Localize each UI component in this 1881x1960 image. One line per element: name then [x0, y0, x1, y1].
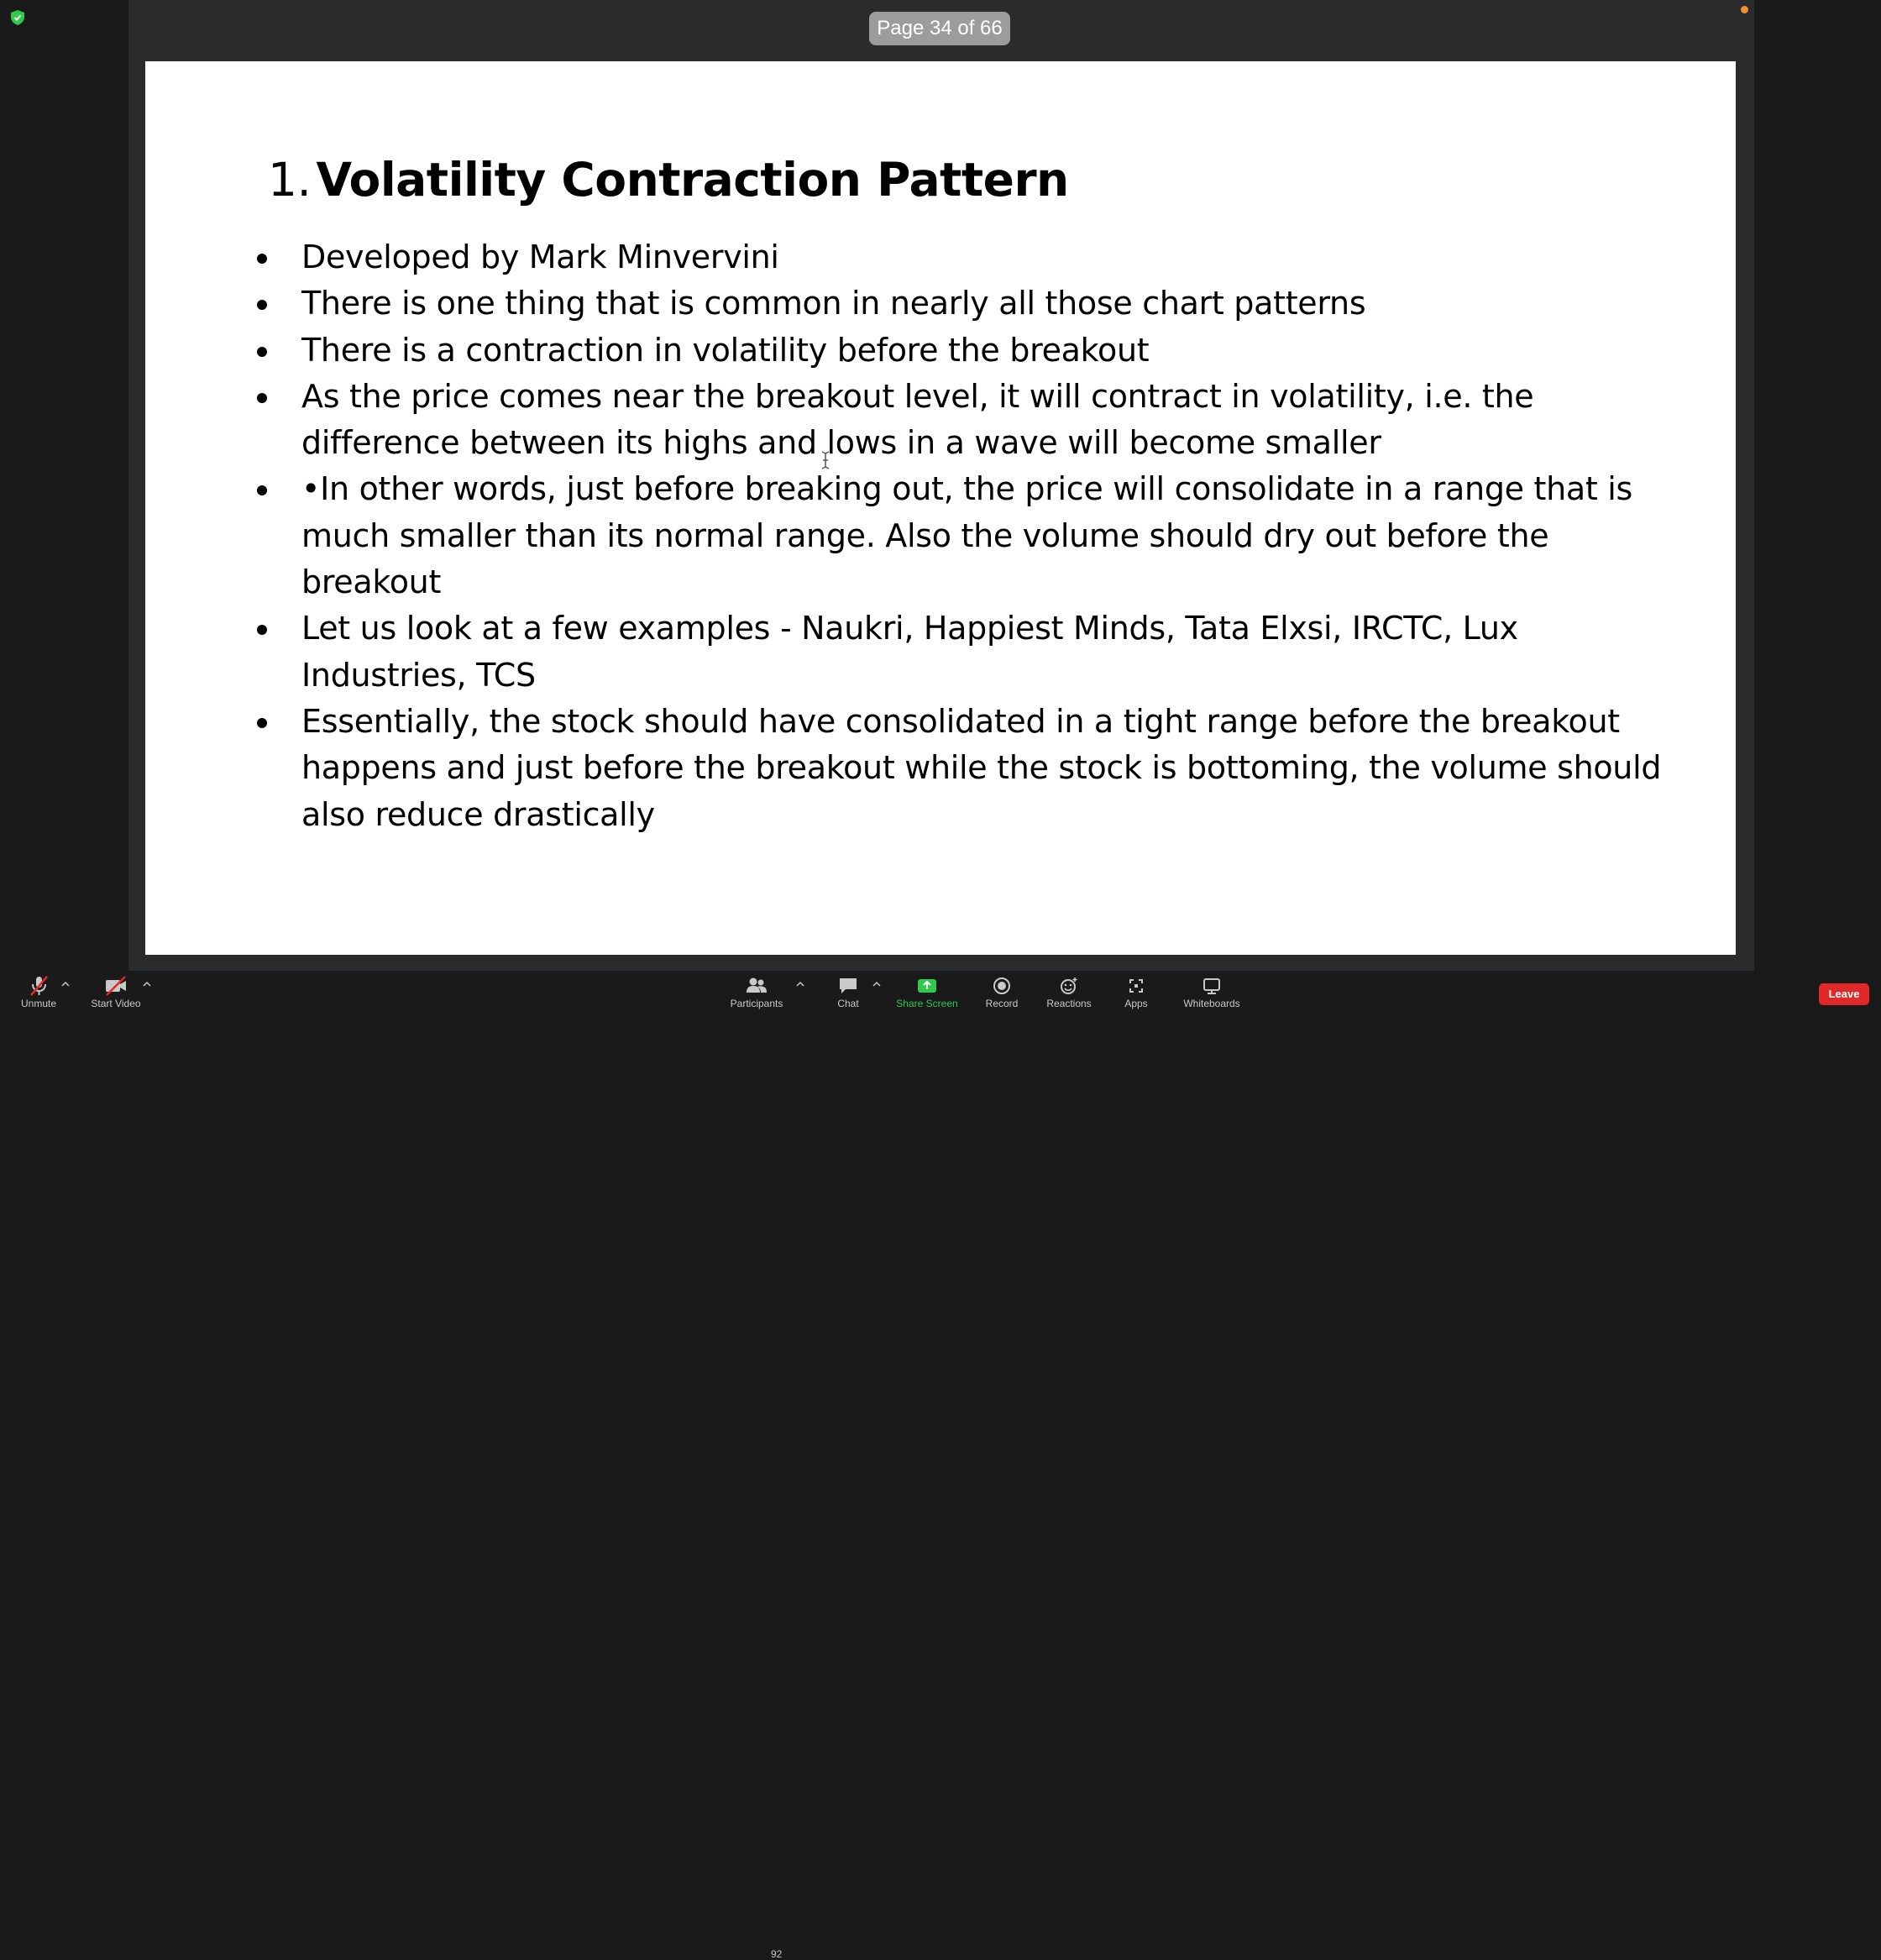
security-shield-icon[interactable]: [11, 10, 24, 25]
whiteboard-icon: [1201, 976, 1223, 996]
bullet-item: Essentially, the stock should have consolidated in a tight range before the breakout happens and just before the breakout while the stock is bottoming, the volume should also reduce drastically: [257, 699, 1668, 838]
page-indicator: Page 34 of 66: [869, 12, 1010, 45]
chat-bubble-icon: [837, 976, 859, 996]
participants-icon: [745, 976, 768, 996]
share-screen-button[interactable]: [895, 974, 959, 1014]
whiteboards-button[interactable]: [1181, 974, 1243, 1014]
recording-indicator-dot: [1741, 6, 1748, 13]
apps-label: Apps: [1124, 998, 1148, 1009]
presentation-slide: [145, 61, 1736, 955]
bullet-item: •In other words, just before breaking out, the price will consolidate in a range that is much smaller than its normal range. Also the volume should dry out before the breakout: [257, 466, 1668, 605]
text-cursor-icon: [820, 451, 831, 469]
participants-button[interactable]: [727, 974, 786, 1014]
bullet-item: As the price comes near the breakout level, it will contract in volatility, i.e. the difference between its highs and lows in a wave will become smaller: [257, 374, 1668, 467]
reactions-label: Reactions: [1046, 998, 1092, 1009]
participants-options-caret-icon[interactable]: [796, 981, 804, 988]
unmute-label: Unmute: [20, 998, 57, 1009]
start-video-label: Start Video: [91, 998, 141, 1009]
apps-icon: [1126, 976, 1146, 996]
participants-label: Participants: [730, 998, 783, 1009]
record-label: Record: [985, 998, 1019, 1009]
title-text: Volatility Contraction Pattern: [316, 153, 1069, 207]
leave-button[interactable]: Leave: [1819, 983, 1869, 1005]
record-icon: [992, 976, 1012, 996]
video-off-icon: [103, 975, 128, 997]
slide-title: [268, 149, 1069, 211]
share-screen-icon: [915, 976, 939, 996]
bullet-item: There is a contraction in volatility before the breakout: [257, 328, 1668, 374]
chat-label: Chat: [837, 998, 859, 1009]
whiteboards-label: Whiteboards: [1183, 998, 1240, 1009]
audio-options-caret-icon[interactable]: [61, 981, 70, 988]
chat-options-caret-icon[interactable]: [872, 981, 881, 988]
share-screen-label: Share Screen: [896, 998, 958, 1009]
bullet-item: Let us look at a few examples - Naukri, Happiest Minds, Tata Elxsi, IRCTC, Lux Industries, TCS: [257, 605, 1668, 699]
unmute-button[interactable]: [15, 974, 62, 1014]
bullet-item: There is one thing that is common in nearly all those chart patterns: [257, 280, 1668, 327]
reactions-emoji-icon: [1058, 976, 1080, 996]
chat-button[interactable]: [831, 974, 865, 1014]
apps-button[interactable]: [1122, 974, 1150, 1014]
muted-microphone-icon: [27, 975, 50, 997]
video-options-caret-icon[interactable]: [143, 981, 151, 988]
reactions-button[interactable]: [1045, 974, 1092, 1014]
bullet-item: Developed by Mark Minvervini: [257, 234, 1668, 280]
record-button[interactable]: [982, 974, 1021, 1014]
meeting-toolbar: [0, 971, 1881, 1960]
title-number: 1.: [268, 153, 312, 207]
start-video-button[interactable]: [89, 974, 143, 1014]
participants-count: 92: [771, 1948, 783, 1960]
bullet-list: [257, 234, 1668, 838]
